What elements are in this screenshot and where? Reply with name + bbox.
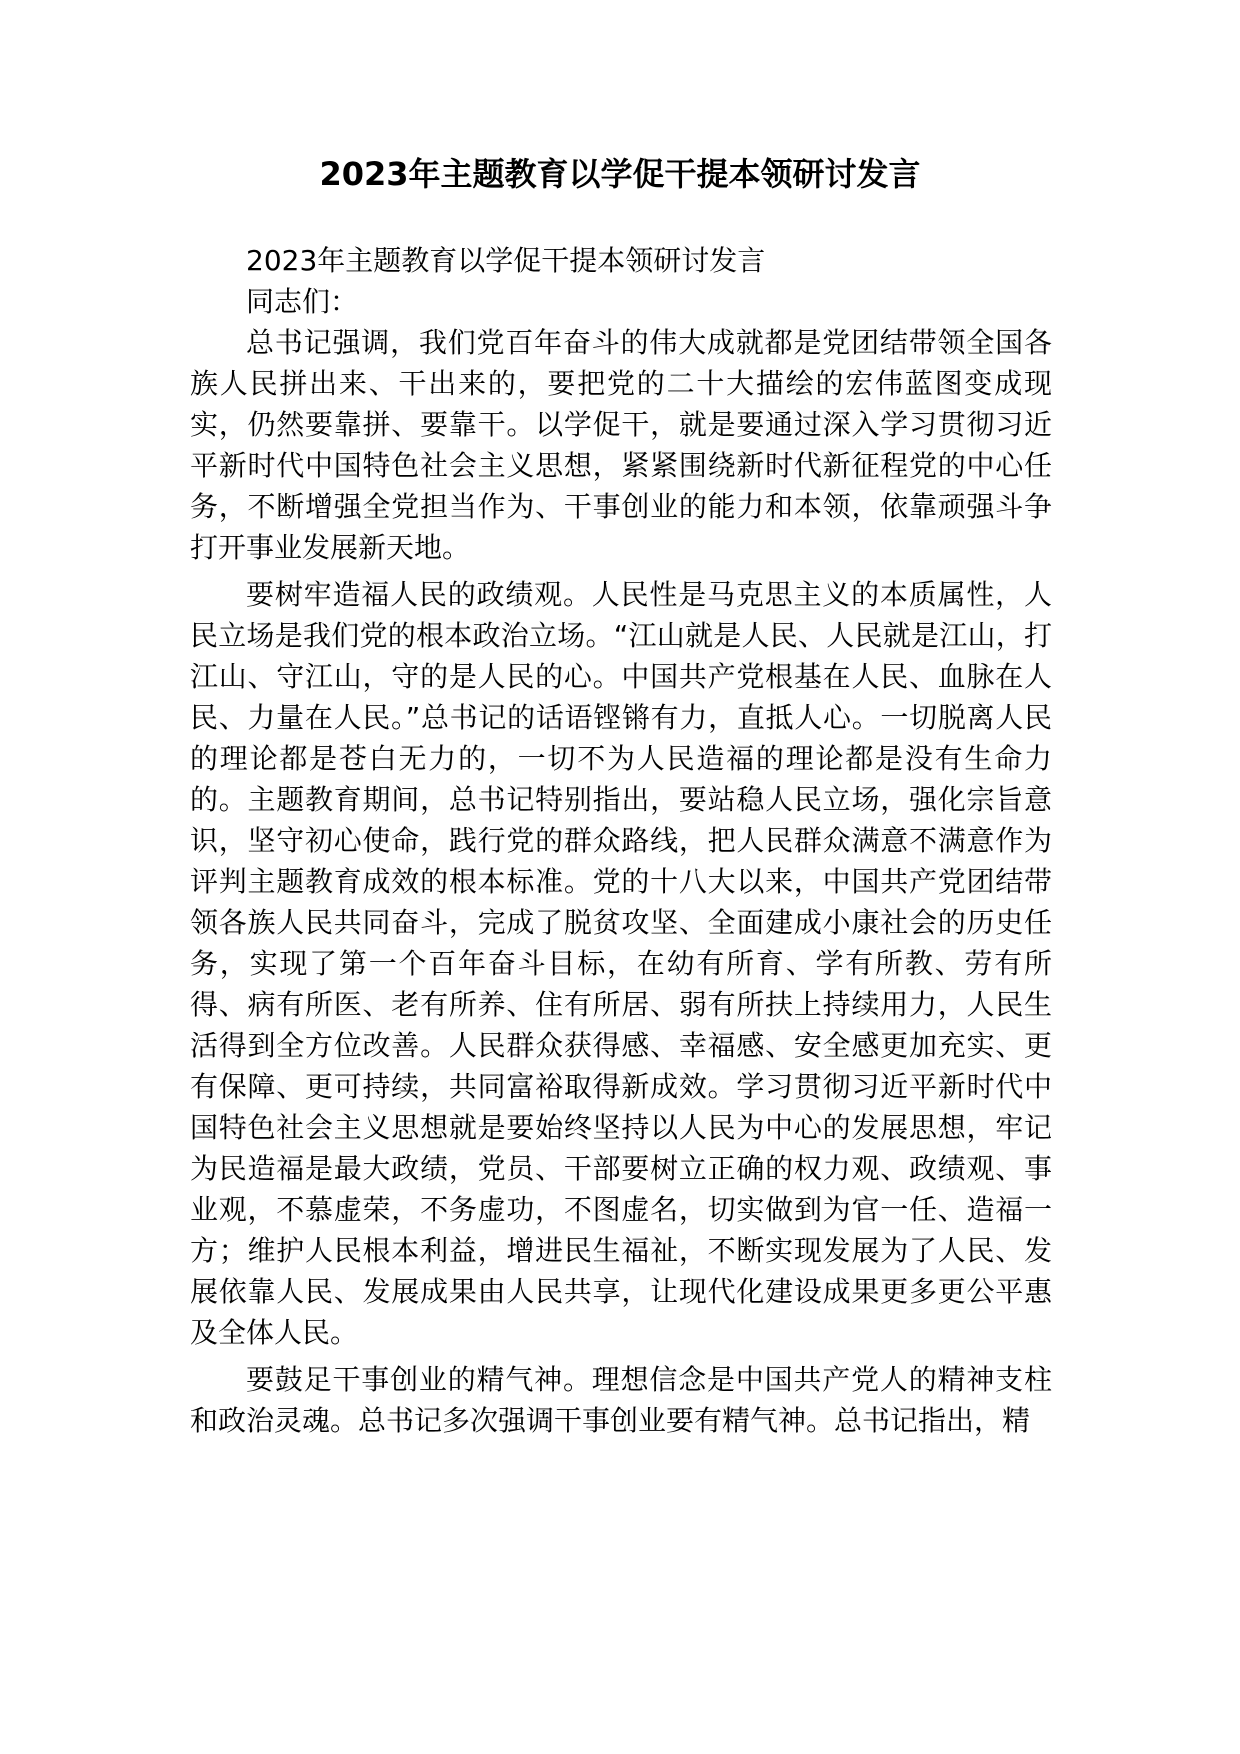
body-paragraph-salutation: 同志们： <box>246 285 359 318</box>
body-paragraph: 总书记强调，我们党百年奋斗的伟大成就都是党团结带领全国各族人民拼出来、干出来的，要把党的二十大描绘的宏伟蓝图变成现实，仍然要靠拼、要靠干。以学促干，就是要通过深入学习贯彻习近平新时代中国特色社会主义思想，紧紧围绕新时代新征程党的中心任务，不断增强全党担当作为、干事创业的能力和本领，依靠顽强斗争打开事业发展新天地。 <box>190 326 1052 564</box>
body-paragraph: 要树牢造福人民的政绩观。人民性是马克思主义的本质属性，人民立场是我们党的根本政治立场。“江山就是人民、人民就是江山，打江山、守江山，守的是人民的心。中国共产党根基在人民、血脉在人民、力量在人民。”总书记的话语铿锵有力，直抵人心。一切脱离人民的理论都是苍白无力的，一切不为人民造福的理论都是没有生命力的。主题教育期间，总书记特别指出，要站稳人民立场，强化宗旨意识，坚守初心使命，践行党的群众路线，把人民群众满意不满意作为评判主题教育成效的根本标准。党的十八大以来，中国共产党团结带领各族人民共同奋斗，完成了脱贫攻坚、全面建成小康社会的历史任务，实现了第一个百年奋斗目标，在幼有所育、学有所教、劳有所得、病有所医、老有所养、住有所居、弱有所扶上持续用力，人民生活得到全方位改善。人民群众获得感、幸福感、安全感更加充实、更有保障、更可持续，共同富裕取得新成效。学习贯彻习近平新时代中国特色社会主义思想就是要始终坚持以人民为中心的发展思想，牢记为民造福是最大政绩，党员、干部要树立正确的权力观、政绩观、事业观，不慕虚荣，不务虚功，不图虚名，切实做到为官一任、造福一方；维护人民根本利益，增进民生福祉，不断实现发展为了人民、发展依靠人民、发展成果由人民共享，让现代化建设成果更多更公平惠及全体人民。 <box>190 578 1052 1349</box>
document-title: 2023年主题教育以学促干提本领研讨发言 <box>319 155 921 193</box>
body-paragraph-heading: 2023年主题教育以学促干提本领研讨发言 <box>246 244 766 277</box>
document-body <box>190 240 1052 1441</box>
body-paragraph: 要鼓足干事创业的精气神。理想信念是中国共产党人的精神支柱和政治灵魂。总书记多次强调干事创业要有精气神。总书记指出，精 <box>190 1363 1052 1437</box>
